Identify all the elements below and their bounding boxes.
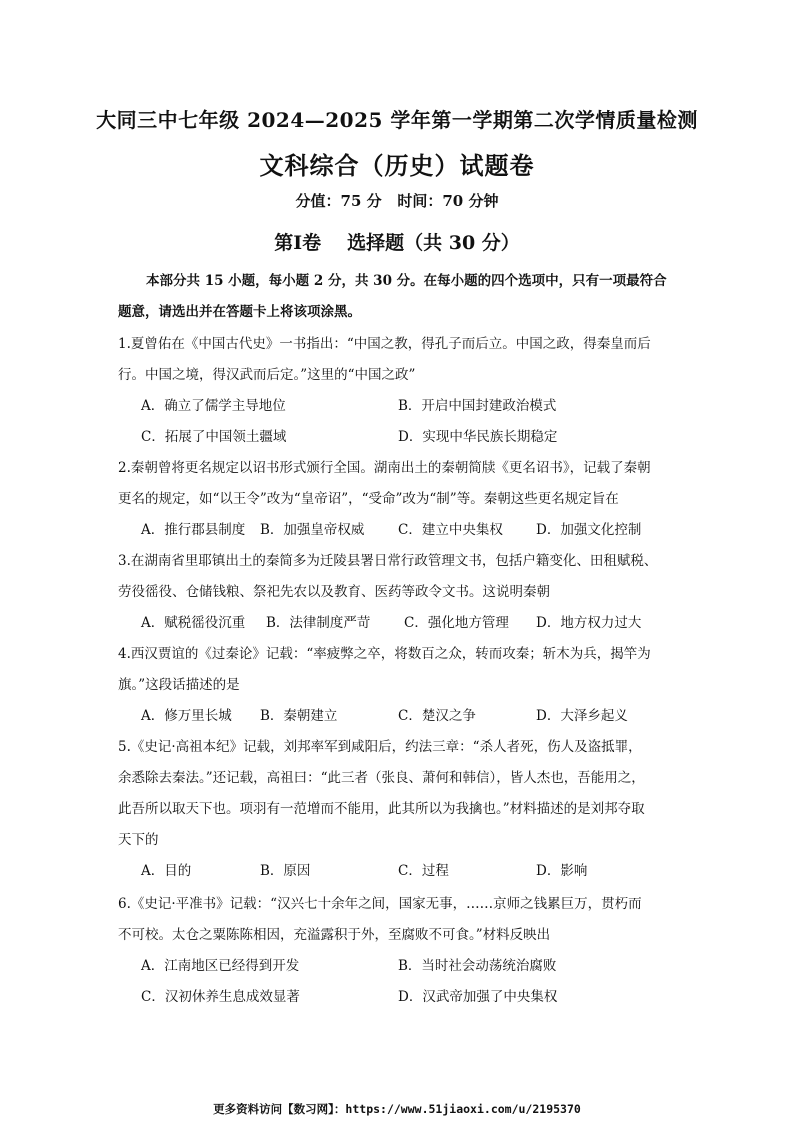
option-a[interactable]: A．推行郡县制度 — [141, 522, 246, 538]
option-c[interactable]: C．汉初休养生息成效显著 — [141, 989, 300, 1005]
footer-prefix: 更多资料访问【数习网】： — [213, 1102, 346, 1116]
option-a[interactable]: A．目的 — [141, 863, 192, 879]
option-a[interactable]: A．修万里长城 — [141, 708, 232, 724]
option-b[interactable]: B．加强皇帝权威 — [260, 522, 365, 538]
option-d[interactable]: D．汉武帝加强了中央集权 — [398, 989, 558, 1005]
option-d[interactable]: D．实现中华民族长期稳定 — [398, 429, 558, 445]
question-1-options-row-2 — [141, 422, 678, 453]
score-info: 分值：75 分 — [295, 192, 382, 210]
option-b[interactable]: B．当时社会动荡统治腐败 — [398, 958, 557, 974]
question-5-stem — [118, 732, 678, 856]
exam-title: 大同三中七年级 2024—2025 学年第一学期第二次学情质量检测 — [96, 108, 698, 132]
option-c[interactable]: C．楚汉之争 — [398, 708, 476, 724]
stem-line: 天下的 — [118, 832, 159, 848]
stem-line: 不可校。太仓之粟陈陈相因，充溢露积于外，至腐败不可食。”材料反映出 — [118, 927, 551, 943]
exam-subtitle: 文科综合（历史）试题卷 — [259, 151, 535, 180]
stem-line: 劳役徭役、仓储钱粮、祭祀先农以及教育、医药等政令文书。这说明秦朝 — [118, 584, 550, 600]
option-d[interactable]: D．大泽乡起义 — [536, 708, 628, 724]
option-c[interactable]: C．建立中央集权 — [398, 522, 503, 538]
section-label: 选择题（共 30 分） — [347, 232, 520, 254]
stem-line: 行。中国之境，得汉武而后定。”这里的“中国之政” — [118, 367, 416, 383]
section-name: 第Ⅰ卷 — [274, 232, 322, 254]
question-3-options — [141, 608, 678, 639]
question-1-options-row-1 — [141, 391, 678, 422]
option-d[interactable]: D．影响 — [536, 863, 588, 879]
stem-line: 余悉除去秦法。”还记载，高祖曰：“此三者（张良、萧何和韩信），皆人杰也，吾能用之， — [118, 770, 645, 786]
option-a[interactable]: A．江南地区已经得到开发 — [141, 958, 300, 974]
option-a[interactable]: A．确立了儒学主导地位 — [141, 398, 286, 414]
stem-line: 此吾所以取天下也。项羽有一范增而不能用，此其所以为我擒也。”材料描述的是刘邦夺取 — [118, 801, 645, 817]
option-b[interactable]: B．秦朝建立 — [260, 708, 338, 724]
option-d[interactable]: D．加强文化控制 — [536, 522, 642, 538]
question-3-stem — [118, 546, 678, 608]
option-b[interactable]: B．原因 — [260, 863, 311, 879]
option-c[interactable]: C．强化地方管理 — [404, 615, 509, 631]
question-6-options-row-2 — [141, 982, 678, 1013]
option-d[interactable]: D．地方权力过大 — [536, 615, 642, 631]
stem-line: 更名的规定，如“以王令”改为“皇帝诏”，“受命”改为“制”等。秦朝这些更名规定旨在 — [118, 491, 619, 507]
stem-line: 6.《史记·平准书》记载：“汉兴七十余年之间，国家无事，……京师之钱累巨万，贯朽而 — [118, 896, 642, 912]
footer-url-link[interactable]: https://www.51jiaoxi.com/u/2195370 — [345, 1102, 581, 1116]
exam-meta — [0, 190, 794, 211]
option-b[interactable]: B．法律制度严苛 — [266, 615, 371, 631]
option-c[interactable]: C．拓展了中国领土疆域 — [141, 429, 287, 445]
time-info: 时间：70 分钟 — [397, 192, 499, 210]
question-2-stem — [118, 453, 678, 515]
stem-line: 2.秦朝曾将更名规定以诏书形式颁行全国。湖南出土的秦朝简牍《更名诏书》，记载了秦朝 — [118, 460, 651, 476]
question-6-options-row-1 — [141, 951, 678, 982]
section-heading — [0, 228, 794, 255]
question-2-options — [141, 515, 678, 546]
question-6-stem — [118, 889, 678, 951]
question-5-options — [141, 856, 678, 887]
footer-link-line — [0, 1101, 794, 1117]
question-4-options — [141, 701, 678, 732]
question-1-stem — [118, 329, 678, 391]
option-b[interactable]: B．开启中国封建政治模式 — [398, 398, 557, 414]
stem-line: 5.《史记·高祖本纪》记载，刘邦率军到咸阳后，约法三章：“杀人者死，伤人及盗抵罪， — [118, 739, 642, 755]
section-instructions: 本部分共 15 小题，每小题 2 分，共 30 分。在每小题的四个选项中，只有一项最符合题意，请选出并在答题卡上将该项涂黑。 — [118, 273, 667, 320]
stem-line: 4.西汉贾谊的《过秦论》记载：“率疲弊之卒，将数百之众，转而攻秦；斩木为兵，揭竿为 — [118, 646, 651, 662]
stem-line: 旗。”这段话描述的是 — [118, 677, 240, 693]
stem-line: 1.夏曾佑在《中国古代史》一书指出：“中国之教，得孔子而后立。中国之政，得秦皇而后 — [118, 336, 651, 352]
question-4-stem — [118, 639, 678, 701]
option-c[interactable]: C．过程 — [398, 863, 449, 879]
option-a[interactable]: A．赋税徭役沉重 — [141, 615, 246, 631]
stem-line: 3.在湖南省里耶镇出土的秦简多为迁陵县署日常行政管理文书，包括户籍变化、田租赋税、 — [118, 553, 658, 569]
